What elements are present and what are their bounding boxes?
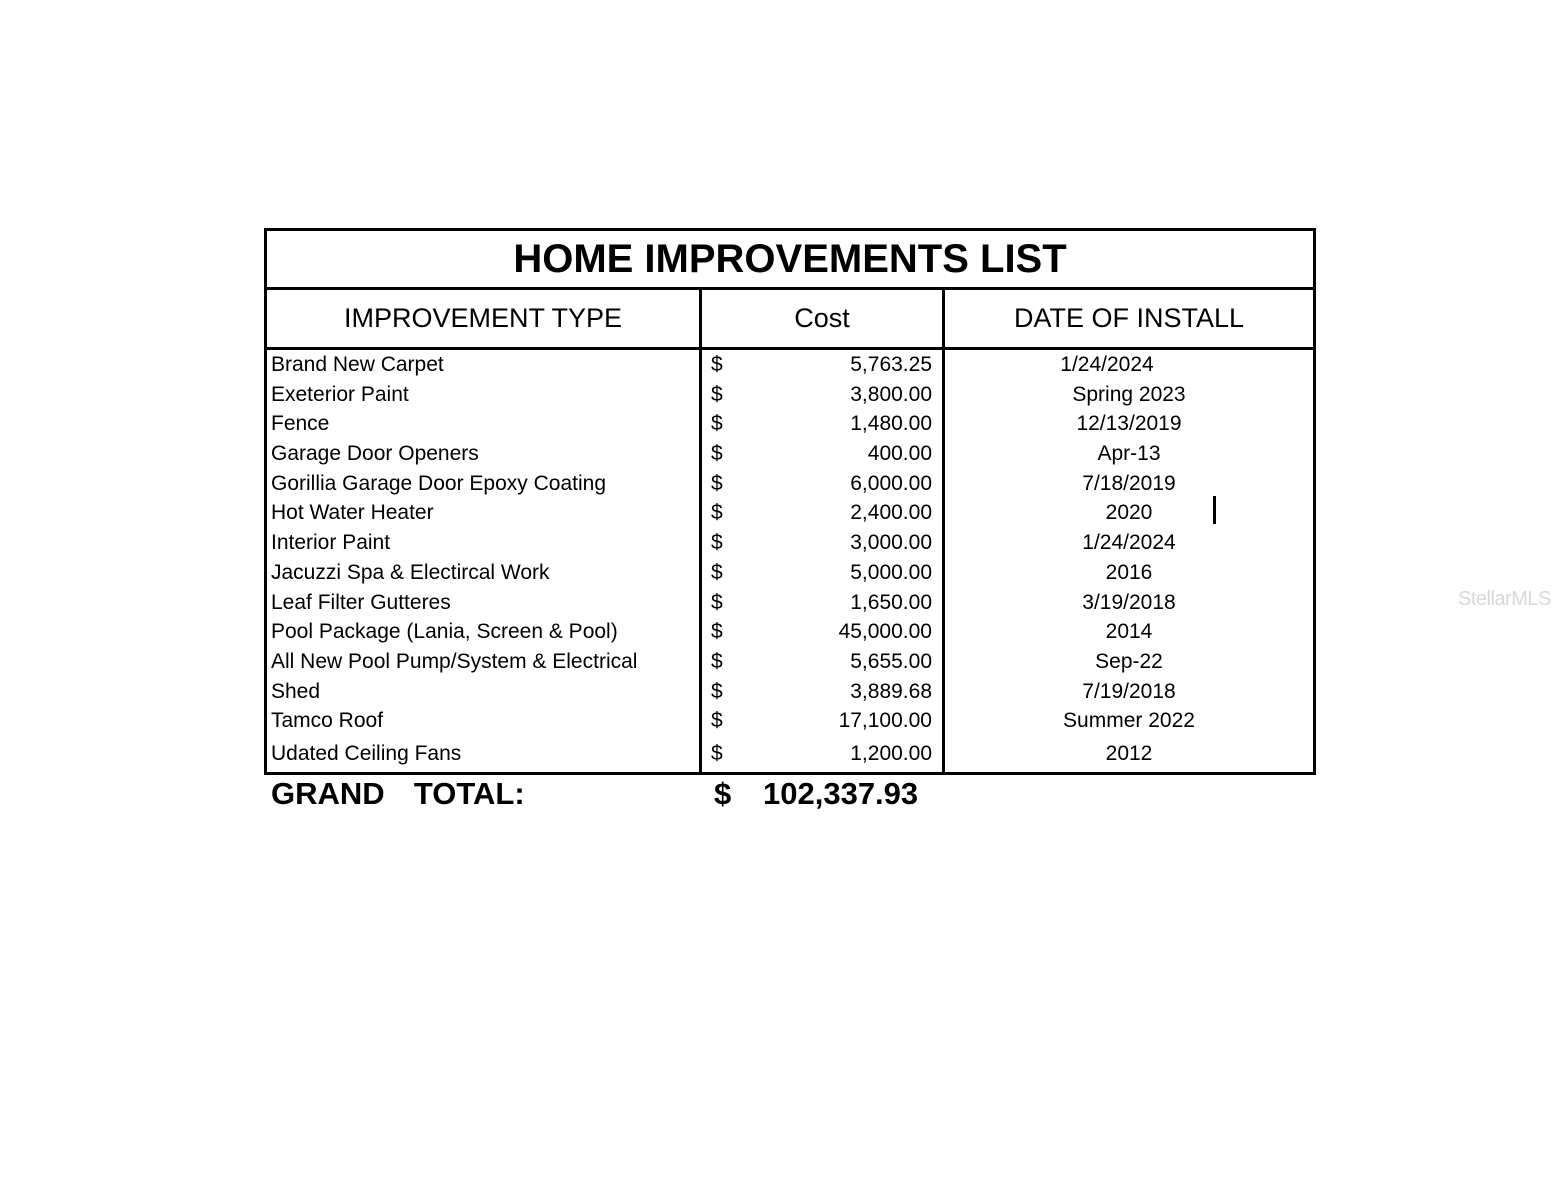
cost-value: 400.00	[867, 442, 932, 466]
date-cell	[945, 677, 1313, 707]
header-cost: Cost	[699, 290, 942, 347]
cost-cell	[702, 380, 942, 410]
grand-total-amount: 102,337.93	[763, 776, 919, 811]
cost-value: 5,763.25	[850, 353, 932, 376]
date-cell	[945, 350, 1313, 380]
date-cell	[945, 617, 1313, 647]
currency-symbol: $	[711, 741, 723, 765]
cost-cell	[702, 617, 942, 647]
watermark: StellarMLS	[1458, 588, 1551, 610]
currency-symbol: $	[711, 649, 723, 673]
date-value: 12/13/2019	[1076, 412, 1182, 436]
cost-value: 2,400.00	[850, 501, 932, 525]
currency-symbol: $	[711, 412, 723, 436]
cost-value: 3,000.00	[850, 531, 932, 555]
date-value: 2014	[1105, 620, 1153, 644]
type-cell: Udated Ceiling Fans	[271, 741, 462, 765]
type-cell: Garage Door Openers	[271, 442, 479, 466]
currency-symbol: $	[711, 590, 723, 614]
cost-cell	[702, 350, 942, 380]
type-cell: Gorillia Garage Door Epoxy Coating	[271, 471, 606, 495]
cost-value: 3,800.00	[850, 382, 932, 406]
date-value: 1/24/2024	[1060, 353, 1154, 376]
currency-symbol: $	[711, 531, 723, 555]
type-cell: Leaf Filter Gutteres	[271, 590, 451, 614]
type-cell: All New Pool Pump/System & Electrical	[271, 649, 638, 673]
type-cell: Fence	[271, 412, 330, 436]
type-column	[267, 350, 699, 772]
currency-symbol: $	[711, 471, 723, 495]
cost-cell	[702, 528, 942, 558]
date-column	[942, 350, 1313, 772]
table-title: HOME IMPROVEMENTS LIST	[264, 228, 1316, 290]
cost-value: 1,200.00	[850, 741, 932, 765]
cost-value: 6,000.00	[850, 471, 932, 495]
header-row	[264, 290, 1316, 350]
grand-total-label: GRAND TOTAL:	[271, 776, 525, 811]
improvements-table	[264, 228, 1316, 775]
type-cell: Tamco Roof	[271, 709, 384, 733]
currency-symbol: $	[711, 560, 723, 584]
cost-cell	[702, 558, 942, 588]
header-improvement-type: IMPROVEMENT TYPE	[343, 303, 623, 333]
date-value: 2012	[1105, 741, 1153, 765]
cost-cell	[702, 409, 942, 439]
cost-cell	[702, 588, 942, 618]
date-value: Apr-13	[1097, 442, 1161, 466]
cost-value: 1,650.00	[850, 590, 932, 614]
date-value: 7/18/2019	[1082, 471, 1176, 495]
cost-value: 3,889.68	[850, 679, 932, 703]
date-cell	[945, 706, 1313, 736]
date-cell	[945, 469, 1313, 499]
date-value: Spring 2023	[1072, 382, 1186, 406]
cost-cell	[702, 736, 942, 772]
type-cell: Exeterior Paint	[271, 382, 409, 406]
cost-cell	[702, 677, 942, 707]
currency-symbol: $	[711, 620, 723, 644]
date-cell	[945, 647, 1313, 677]
date-cell	[945, 558, 1313, 588]
type-cell: Hot Water Heater	[271, 501, 434, 525]
currency-symbol: $	[711, 501, 723, 525]
date-cell	[945, 736, 1313, 772]
cost-value: 45,000.00	[838, 620, 932, 644]
type-cell: Interior Paint	[271, 531, 391, 555]
header-date-of-install: DATE OF INSTALL	[942, 290, 1313, 347]
cost-cell	[702, 647, 942, 677]
cost-cell	[702, 498, 942, 528]
date-value: 2016	[1105, 560, 1153, 584]
date-cell	[945, 588, 1313, 618]
cost-cell	[702, 469, 942, 499]
cost-cell	[702, 439, 942, 469]
date-value: Summer 2022	[1063, 709, 1195, 733]
date-value: 1/24/2024	[1082, 531, 1176, 555]
date-cell	[945, 528, 1313, 558]
date-value: 3/19/2018	[1082, 590, 1176, 614]
cost-column	[699, 350, 942, 772]
currency-symbol: $	[711, 353, 723, 376]
date-cell	[945, 380, 1313, 410]
type-cell: Pool Package (Lania, Screen & Pool)	[271, 620, 618, 644]
currency-symbol: $	[711, 679, 723, 703]
cost-value: 5,655.00	[850, 649, 932, 673]
cost-value: 1,480.00	[850, 412, 932, 436]
date-value: 7/19/2018	[1082, 679, 1176, 703]
type-cell: Shed	[271, 679, 321, 703]
date-cell	[945, 409, 1313, 439]
cost-value: 5,000.00	[850, 560, 932, 584]
table-body	[264, 350, 1316, 775]
type-cell: Brand New Carpet	[271, 353, 444, 376]
type-cell: Jacuzzi Spa & Electircal Work	[271, 560, 550, 584]
date-value: 2020	[1105, 501, 1153, 525]
date-cell	[945, 439, 1313, 469]
date-cell	[945, 498, 1313, 528]
grand-total-row	[271, 772, 971, 816]
grand-total-currency: $	[714, 776, 732, 811]
cost-value: 17,100.00	[838, 709, 932, 733]
currency-symbol: $	[711, 709, 723, 733]
date-value: Sep-22	[1095, 649, 1163, 673]
currency-symbol: $	[711, 382, 723, 406]
cost-cell	[702, 706, 942, 736]
currency-symbol: $	[711, 442, 723, 466]
text-cursor-mark	[1213, 496, 1216, 524]
